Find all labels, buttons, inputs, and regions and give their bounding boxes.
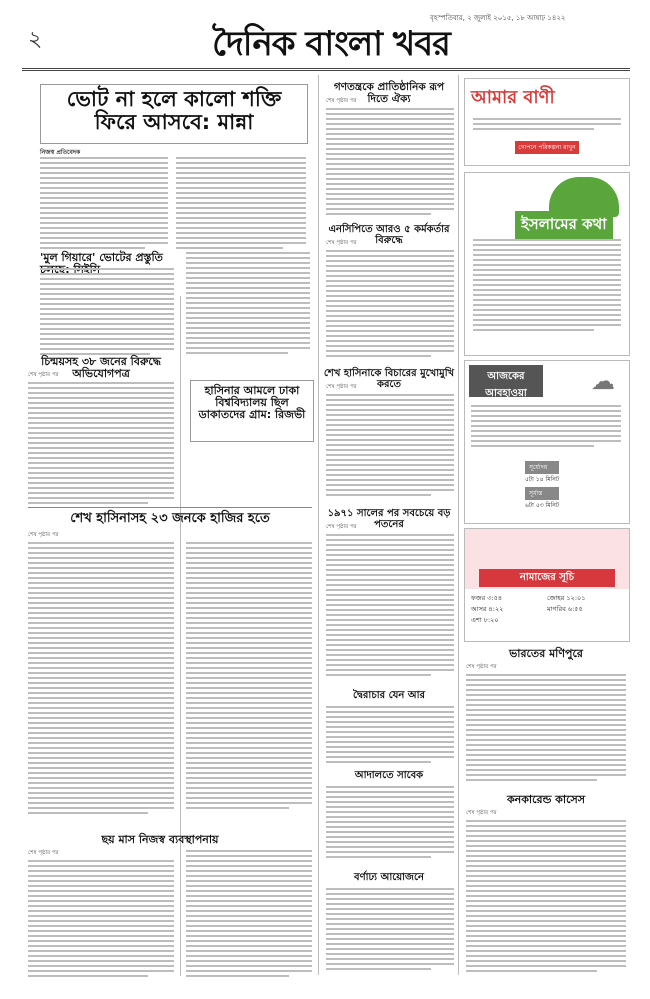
event-title: বর্ণাঢ্য আয়োজনে <box>354 872 424 883</box>
hasina-era-title: হাসিনার আমলে ঢাকা বিশ্ববিদ্যালয় ছিল ডাকাতদের গ্রাম: রিজভী <box>198 384 306 422</box>
ad-badge: গোপনে পরিকল্পনা রাখুন <box>515 141 578 154</box>
trial-title: শেখ হাসিনাকে বিচারের মুখোমুখি করতে <box>323 368 455 390</box>
continued-label: শেষ পৃষ্ঠার পর <box>326 524 357 530</box>
hasina23-body-col1 <box>28 542 174 822</box>
ekushey-title: দ্বৈরাচার যেন আর <box>352 690 426 701</box>
lead-body-col2 <box>176 157 306 249</box>
lead-body-col1 <box>40 157 168 249</box>
lead-headline-1: ভোট না হলে কালো শক্তি <box>66 87 282 111</box>
sunset-time: ৬টা ৫৩ মিনিট <box>525 502 560 509</box>
lead-subhead: 'মুল গিয়ারে' ভোটের প্রস্তুতি <box>40 251 163 264</box>
islam-section <box>464 172 630 356</box>
issue-date: বৃহস্পতিবার, ২ জুলাই ২০১৫, ১৮ আষাঢ় ১৪২২ <box>430 14 566 22</box>
chinmoy-title: চিন্ময়সহ ৩৮ জনের বিরুদ্ধে অভিযোগপত্র <box>41 355 161 381</box>
manipur-body <box>466 674 626 786</box>
column-rule <box>458 75 459 975</box>
court-title: আদালতে সাবেক <box>354 770 424 781</box>
amar-bani-logo: আমার বাণী <box>471 87 555 108</box>
six-months-body-col2 <box>186 850 312 978</box>
continued-label: শেষ পৃষ্ঠার পর <box>326 98 357 104</box>
prayer-item: এশা ৮:২০ <box>471 616 499 624</box>
lead-headline-2: ফিরে আসবে: মান্না <box>94 110 254 135</box>
ncp-body <box>326 250 454 362</box>
fall-1971-title: ১৯৭১ সালের পর সবচেয়ে বড় পতনের <box>327 508 451 530</box>
column-rule <box>318 75 319 975</box>
prayer-item: আসর ৪:২২ <box>471 605 504 613</box>
hasina23-body-col2 <box>186 542 312 814</box>
section-rule <box>28 507 312 508</box>
continued-label: শেষ পৃষ্ঠার পর <box>326 384 357 390</box>
sunrise-label: সূর্যোদয় <box>525 461 559 474</box>
hasina-era-box <box>190 380 314 442</box>
sunset-label: সূর্যাস্ত <box>525 487 559 500</box>
six-months-body-col1 <box>28 860 174 978</box>
continued-label: শেষ পৃষ্ঠার পর <box>466 664 497 670</box>
weather-section <box>464 360 630 524</box>
column-rule <box>180 296 181 976</box>
continued-label: শেষ পৃষ্ঠার পর <box>28 532 59 538</box>
democracy-body <box>326 108 454 218</box>
sunrise <box>525 461 559 485</box>
continued-label: শেষ পৃষ্ঠার পর <box>28 850 59 856</box>
prayer-item: জোহর ১২:০১ <box>547 594 586 602</box>
header-rule <box>22 68 630 69</box>
prayer-item: মাগরিব ৬:৫৫ <box>547 605 583 613</box>
sunset <box>525 487 559 511</box>
continued-label: শেষ পৃষ্ঠার পর <box>466 810 497 816</box>
sunrise-time: ৫টা ১৪ মিনিট <box>525 476 560 483</box>
trial-body <box>326 394 454 502</box>
prayer-item: ফজর ৩:৫৪ <box>471 594 503 602</box>
court-body <box>326 786 454 866</box>
lead-byline: নিজস্ব প্রতিবেদক <box>40 149 81 156</box>
ncp-title: এনসিপিতে আরও ৫ কর্মকর্তার বিরুদ্ধে <box>328 224 450 246</box>
page-number: ২ <box>28 27 43 52</box>
conference-body <box>466 820 626 976</box>
six-months-title: ছয় মাস নিজস্ব ব্যবস্থাপনায় <box>101 833 219 846</box>
conference-title: কনকারেন্ড কাসেস <box>506 793 586 806</box>
weather-title: আজকের আবহাওয়া <box>469 365 543 397</box>
event-body <box>326 888 454 978</box>
continued-label: শেষ পৃষ্ঠার পর <box>326 240 357 246</box>
header-rule-2 <box>22 70 630 71</box>
cloud-icon: ☁ <box>591 367 615 395</box>
chinmoy-body <box>28 382 174 508</box>
manipur-title: ভারতের মণিপুরে <box>509 647 583 660</box>
lead-headline-box <box>40 84 308 144</box>
amar-bani-ad <box>464 78 630 166</box>
prayer-title: নামাজের সূচি <box>479 569 615 587</box>
fall-1971-body <box>326 534 454 684</box>
continued-label: শেষ পৃষ্ঠার পর <box>28 372 59 378</box>
lead-body-col3 <box>186 252 310 356</box>
democracy-title: গণতন্ত্রকে প্রাতিষ্ঠানিক রূপ দিতে ঐক্য <box>333 81 445 105</box>
prayer-times <box>471 593 623 626</box>
prayer-section <box>464 528 630 642</box>
masthead: দৈনিক বাংলা খবর <box>212 24 450 64</box>
hasina23-title: শেখ হাসিনাসহ ২৩ জনকে হাজির হতে <box>70 511 270 526</box>
lead-sub-body <box>40 268 174 356</box>
ekushey-body <box>326 706 454 766</box>
islam-title: ইসলামের কথা <box>515 211 613 240</box>
